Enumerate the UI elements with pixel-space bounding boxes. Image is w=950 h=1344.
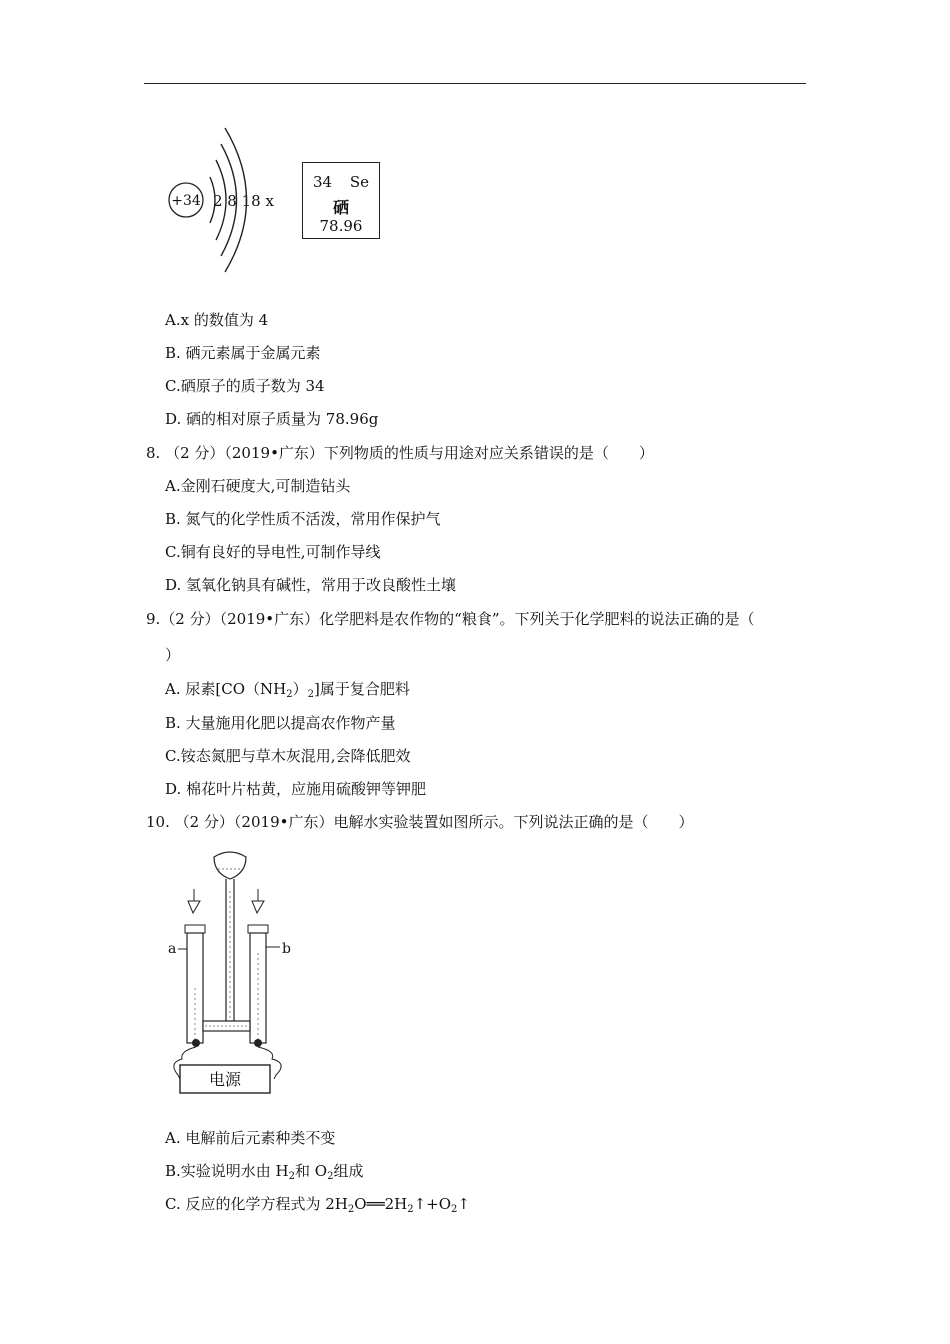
q8-option-a: A.金刚石硬度大,可制造钻头	[165, 477, 351, 495]
label-a: a	[168, 941, 177, 957]
subscript: 2	[288, 1171, 296, 1182]
atomic-mass: 78.96	[319, 217, 363, 235]
stopcock-right	[248, 925, 268, 933]
q10-option-b	[165, 1161, 364, 1187]
text-run: ↑+O	[413, 1195, 452, 1213]
text-run: B.实验说明水由 H	[165, 1162, 289, 1180]
electrolysis-apparatus-figure	[160, 843, 300, 1098]
q9-option-d: D. 棉花叶片枯黄，应施用硫酸钾等钾肥	[165, 780, 427, 798]
label-b: b	[282, 941, 291, 957]
power-supply-label: 电源	[208, 1070, 242, 1089]
header-rule	[144, 83, 806, 84]
subscript: 2	[327, 1171, 334, 1182]
q8-stem: 8. （2 分）（2019•广东）下列物质的性质与用途对应关系错误的是（ ）	[146, 444, 654, 462]
subscript: 2	[407, 1204, 414, 1215]
text-run: 和 O	[295, 1162, 328, 1180]
subscript: 2	[451, 1204, 458, 1215]
element-name: 硒	[332, 198, 349, 217]
text-run: ）	[292, 680, 308, 698]
electron-shells-text: 2 8 18 x	[213, 192, 274, 210]
q10-option-a: A. 电解前后元素种类不变	[165, 1129, 336, 1147]
text-run: 组成	[333, 1162, 364, 1180]
stopcock-left	[185, 925, 205, 933]
q8-option-c: C.铜有良好的导电性,可制作导线	[165, 543, 381, 561]
q7-option-d: D. 硒的相对原子质量为 78.96g	[165, 410, 379, 428]
text-run: ↑	[457, 1195, 470, 1213]
periodic-element-cell	[302, 162, 380, 239]
subscript: 2	[347, 1204, 355, 1215]
q10-stem: 10. （2 分）（2019•广东）电解水实验装置如图所示。下列说法正确的是（ ）	[146, 813, 694, 831]
q9-option-c: C.铵态氮肥与草木灰混用,会降低肥效	[165, 747, 411, 765]
subscript: 2	[286, 689, 293, 700]
atom-structure-diagram	[166, 122, 276, 277]
q9-option-a	[165, 679, 410, 705]
q10-option-c	[165, 1194, 470, 1220]
electrode-left	[192, 1039, 200, 1047]
q8-option-d: D. 氢氧化钠具有碱性，常用于改良酸性土壤	[165, 576, 457, 594]
text-run: A. 尿素[CO（NH	[165, 680, 287, 698]
text-run: O══2H	[354, 1195, 408, 1213]
nucleus-charge: +34	[171, 193, 201, 209]
text-run: C. 反应的化学方程式为 2H	[165, 1195, 348, 1213]
subscript: 2	[307, 689, 314, 700]
q8-option-b: B. 氮气的化学性质不活泼，常用作保护气	[165, 510, 441, 528]
q9-stem-line1: 9.（2 分）（2019•广东）化学肥料是农作物的“粮食”。下列关于化学肥料的说法正确的是（	[146, 610, 755, 628]
q7-option-c: C.硒原子的质子数为 34	[165, 377, 325, 395]
electrode-right	[254, 1039, 262, 1047]
atomic-number: 34	[313, 173, 333, 191]
element-symbol: Se	[349, 173, 369, 191]
q7-option-a: A.x 的数值为 4	[165, 311, 269, 329]
q9-stem-line2: ）	[165, 646, 181, 664]
text-run: ]属于复合肥料	[313, 680, 410, 698]
q9-option-b: B. 大量施用化肥以提高农作物产量	[165, 714, 396, 732]
reservoir-bulb	[214, 852, 246, 879]
q7-option-b: B. 硒元素属于金属元素	[165, 344, 321, 362]
